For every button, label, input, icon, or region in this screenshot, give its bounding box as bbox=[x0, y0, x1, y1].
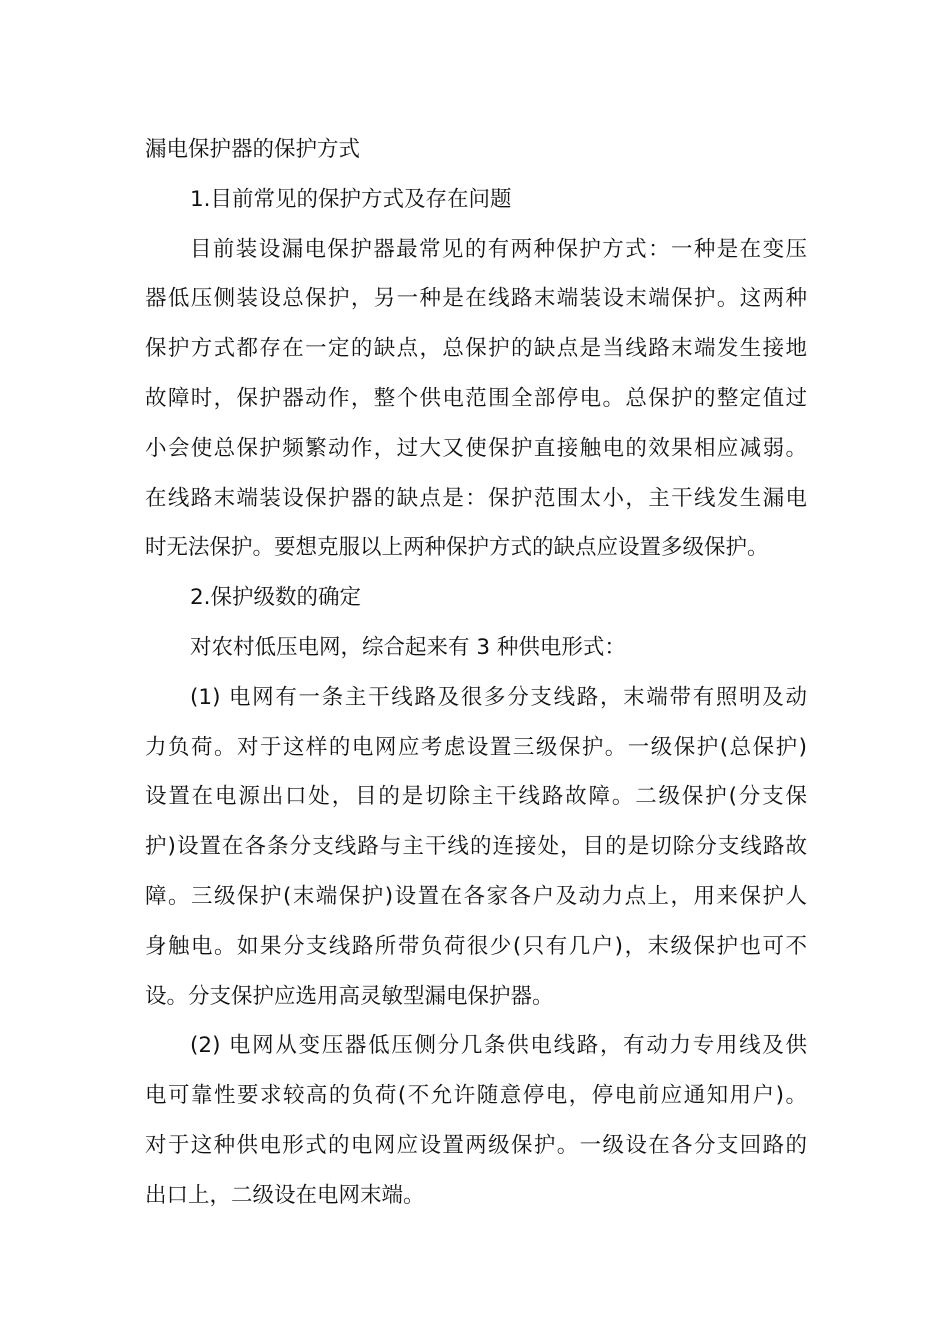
paragraph-line: 保护方式都存在一定的缺点，总保护的缺点是当线路末端发生接地 bbox=[145, 336, 807, 362]
paragraph-line: (2) 电网从变压器低压侧分几条供电线路，有动力专用线及供 bbox=[190, 1033, 807, 1059]
document-body bbox=[145, 125, 807, 1221]
paragraph-line: 在线路末端装设保护器的缺点是：保护范围太小，主干线发生漏电 bbox=[145, 485, 807, 511]
paragraph-line: 小会使总保护频繁动作，过大又使保护直接触电的效果相应减弱。 bbox=[145, 435, 807, 461]
paragraph-line: 障。三级保护(末端保护)设置在各家各户及动力点上，用来保护人 bbox=[145, 883, 807, 909]
paragraph-line: 目前装设漏电保护器最常见的有两种保护方式：一种是在变压 bbox=[190, 236, 807, 262]
paragraph-line: 对农村低压电网，综合起来有 3 种供电形式： bbox=[190, 634, 626, 660]
document-title: 漏电保护器的保护方式 bbox=[145, 137, 361, 162]
section-heading-1: 1.目前常见的保护方式及存在问题 bbox=[190, 186, 512, 212]
paragraph-line: 出口上，二级设在电网末端。 bbox=[145, 1182, 425, 1208]
paragraph-line: 设。分支保护应选用高灵敏型漏电保护器。 bbox=[145, 983, 554, 1009]
paragraph-1 bbox=[145, 225, 807, 574]
section-heading-2: 2.保护级数的确定 bbox=[190, 585, 362, 611]
paragraph-line: 设置在电源出口处，目的是切除主干线路故障。二级保护(分支保 bbox=[145, 784, 807, 810]
paragraph-2 bbox=[145, 623, 807, 673]
paragraph-line: 护)设置在各条分支线路与主干线的连接处，目的是切除分支线路故 bbox=[145, 834, 807, 860]
paragraph-3 bbox=[145, 673, 807, 1022]
paragraph-line: 对于这种供电形式的电网应设置两级保护。一级设在各分支回路的 bbox=[145, 1132, 807, 1158]
paragraph-line: 力负荷。对于这样的电网应考虑设置三级保护。一级保护(总保护) bbox=[145, 734, 807, 760]
paragraph-line: 器低压侧装设总保护，另一种是在线路末端装设末端保护。这两种 bbox=[145, 286, 807, 312]
paragraph-line: 时无法保护。要想克服以上两种保护方式的缺点应设置多级保护。 bbox=[145, 535, 769, 561]
paragraph-line: (1) 电网有一条主干线路及很多分支线路，末端带有照明及动 bbox=[190, 684, 807, 710]
paragraph-line: 身触电。如果分支线路所带负荷很少(只有几户)，末级保护也可不 bbox=[145, 933, 807, 959]
paragraph-line: 故障时，保护器动作，整个供电范围全部停电。总保护的整定值过 bbox=[145, 385, 807, 411]
paragraph-4 bbox=[145, 1021, 807, 1220]
paragraph-line: 电可靠性要求较高的负荷(不允许随意停电，停电前应通知用户)。 bbox=[145, 1083, 807, 1109]
